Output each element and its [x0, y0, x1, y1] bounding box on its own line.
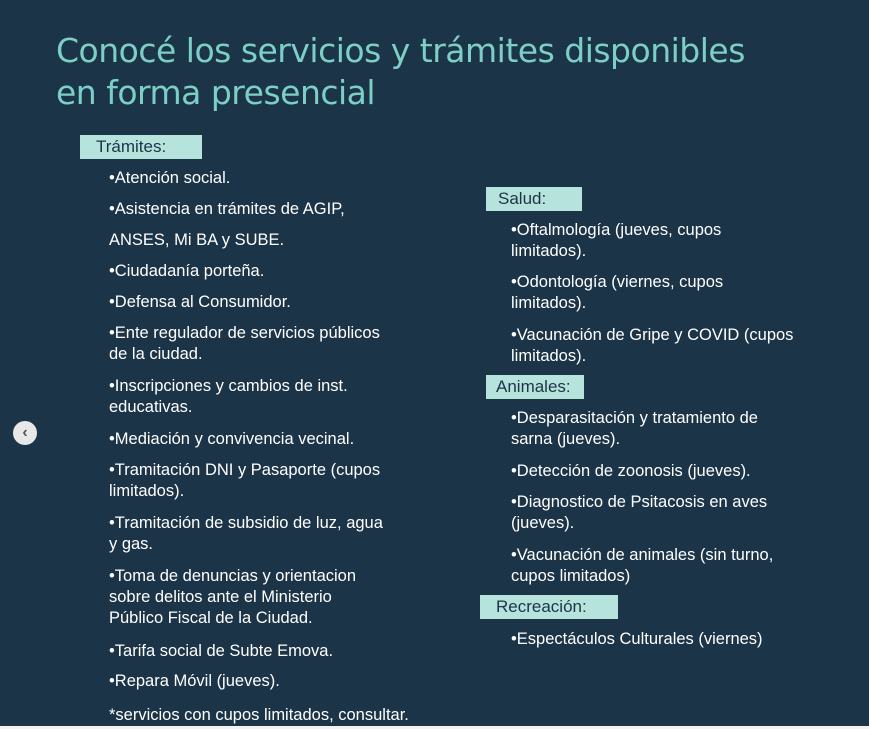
tramites-item: •Defensa al Consumidor. — [109, 293, 291, 311]
tramites-item: •Toma de denuncias y orientacion sobre delitos ante el Ministerio Público Fiscal de la Ciudad. — [109, 567, 357, 627]
animales-item: •Diagnostico de Psitacosis en aves (jueves). — [511, 493, 768, 532]
recreacion-item: •Espectáculos Culturales (viernes) — [511, 630, 763, 648]
chevron-left-icon[interactable]: ‹ — [13, 421, 37, 445]
tramites-item: •Ente regulador de servicios públicos de la ciudad. — [109, 324, 380, 363]
tramites-item: •Atención social. — [109, 169, 231, 187]
animales-item: •Desparasitación y tratamiento de sarna (jueves). — [511, 409, 758, 448]
tramites-item: •Tramitación de subsidio de luz, agua y gas. — [109, 514, 383, 553]
tramites-item: ANSES, Mi BA y SUBE. — [109, 231, 285, 249]
section-label-recreacion: Recreación: — [480, 595, 618, 619]
tramites-item: •Inscripciones y cambios de inst. educativas. — [109, 377, 348, 416]
tramites-item: •Tramitación DNI y Pasaporte (cupos limitados). — [109, 461, 381, 500]
animales-item: •Vacunación de animales (sin turno, cupos limitados) — [511, 546, 774, 585]
tramites-item: •Ciudadanía porteña. — [109, 262, 265, 280]
section-label-tramites: Trámites: — [80, 135, 202, 159]
section-label-salud: Salud: — [486, 187, 582, 211]
tramites-item: •Repara Móvil (jueves). — [109, 672, 280, 690]
tramites-footnote: *servicios con cupos limitados, consultar. — [109, 706, 409, 724]
tramites-item: •Asistencia en trámites de AGIP, — [109, 200, 345, 218]
tramites-item: •Tarifa social de Subte Emova. — [109, 642, 334, 660]
page-title: Conocé los servicios y trámites disponibles en forma presencial — [56, 31, 745, 112]
salud-item: •Oftalmología (jueves, cupos limitados). — [511, 221, 722, 260]
tramites-item: •Mediación y convivencia vecinal. — [109, 430, 355, 448]
animales-item: •Detección de zoonosis (jueves). — [511, 462, 751, 480]
salud-item: •Vacunación de Gripe y COVID (cupos limitados). — [511, 326, 794, 365]
section-label-animales: Animales: — [486, 375, 584, 399]
salud-item: •Odontología (viernes, cupos limitados). — [511, 273, 724, 312]
